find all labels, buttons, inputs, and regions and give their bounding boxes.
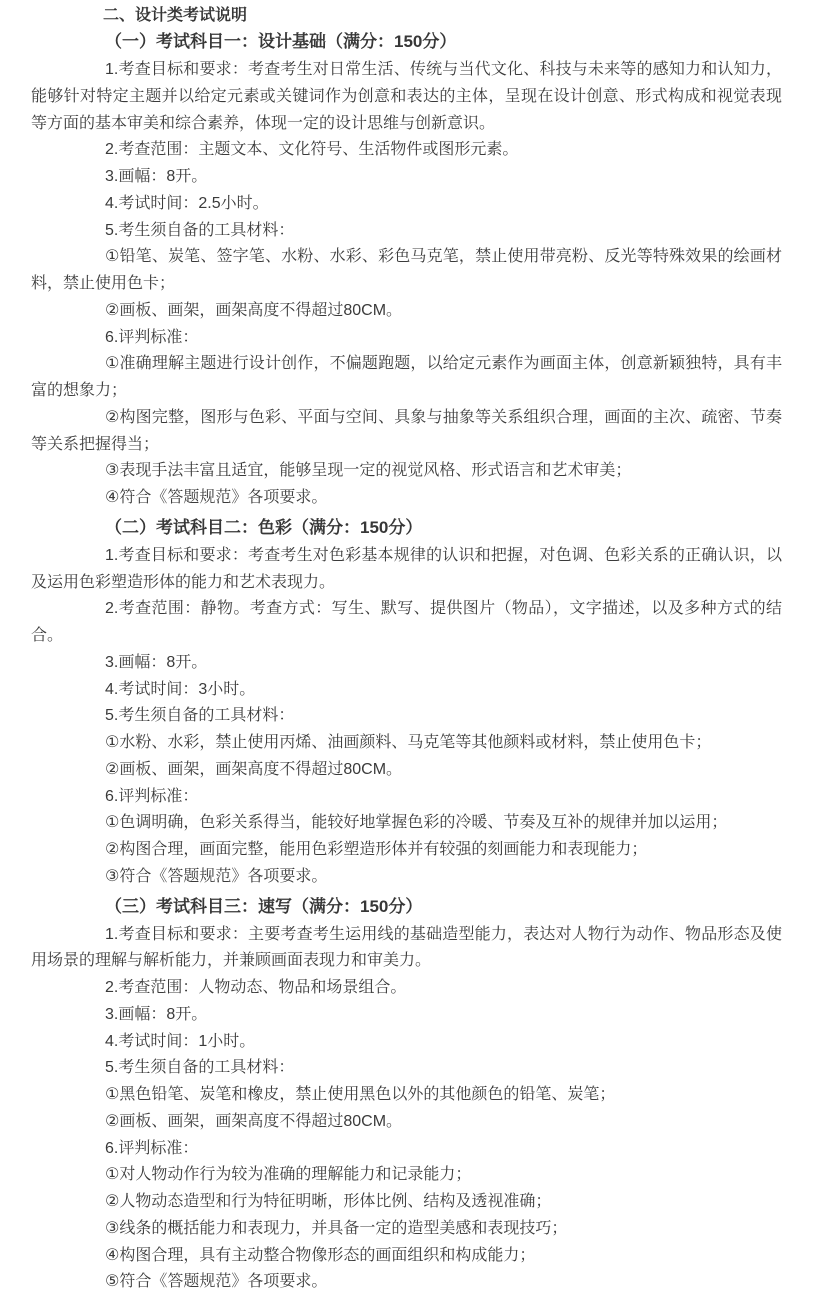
paragraph: ②构图合理，画面完整，能用色彩塑造形体并有较强的刻画能力和表现能力； — [105, 841, 648, 858]
paragraph: 4.考试时间：2.5小时。 — [105, 194, 269, 212]
paragraph: 5.考生须自备的工具材料： — [105, 221, 295, 239]
paragraph: ②画板、画架，画架高度不得超过80CM。 — [105, 760, 403, 778]
section-heading-color: （二）考试科目二：色彩（满分：150分） — [105, 517, 423, 537]
paragraph: 6.评判标准： — [105, 787, 199, 805]
paragraph: 4.考试时间：3小时。 — [105, 680, 256, 698]
paragraph: ①对人物动作行为较为准确的理解能力和记录能力； — [105, 1166, 472, 1184]
paragraph: ①水粉、水彩，禁止使用丙烯、油画颜料、马克笔等其他颜料或材料，禁止使用色卡； — [105, 734, 712, 751]
paragraph: ③表现手法丰富且适宜，能够呈现一定的视觉风格、形式语言和艺术审美； — [105, 462, 632, 480]
paragraph: 3.画幅：8开。 — [105, 168, 208, 185]
paragraph: 4.考试时间：1小时。 — [105, 1032, 256, 1050]
paragraph: 2.考查范围：主题文本、文化符号、生活物件或图形元素。 — [105, 141, 519, 159]
paragraph: 1.考查目标和要求：主要考查考生运用线的基础造型能力，表达对人物行为动作、物品形态及使用场景的理解与解析能力，并兼顾画面表现力和审美力。 — [31, 925, 782, 970]
paragraph: ③符合《答题规范》各项要求。 — [105, 867, 328, 885]
paragraph: ⑤符合《答题规范》各项要求。 — [105, 1273, 328, 1291]
document-title: 二、设计类考试说明 — [103, 7, 248, 24]
paragraph: 1.考查目标和要求：考查考生对日常生活、传统与当代文化、科技与未来等的感知力和认知力，能够针对特定主题并以给定元素或关键词作为创意和表达的主体，呈现在设计创意、形式构成和视觉表现等方面的基本审美和综合素养，体现一定的设计思维与创新意识。 — [31, 61, 782, 132]
paragraph: 6.评判标准： — [105, 1139, 199, 1157]
paragraph: 5.考生须自备的工具材料： — [105, 707, 295, 725]
paragraph: 2.考查范围：静物。考查方式：写生、默写、提供图片（物品），文字描述，以及多种方式的结合。 — [31, 600, 782, 644]
paragraph: ③线条的概括能力和表现力，并具备一定的造型美感和表现技巧； — [105, 1219, 568, 1237]
paragraph: ①色调明确，色彩关系得当，能较好地掌握色彩的冷暖、节奏及互补的规律并加以运用； — [105, 814, 728, 832]
paragraph: 3.画幅：8开。 — [105, 653, 208, 671]
paragraph: ②画板、画架，画架高度不得超过80CM。 — [105, 301, 403, 319]
paragraph: ①铅笔、炭笔、签字笔、水粉、水彩、彩色马克笔，禁止使用带亮粉、反光等特殊效果的绘画材料，禁止使用色卡； — [31, 248, 782, 292]
section-heading-sketch: （三）考试科目三：速写（满分：150分） — [105, 896, 423, 916]
paragraph: ①准确理解主题进行设计创作，不偏题跑题，以给定元素作为画面主体，创意新颖独特，具有丰富的想象力； — [31, 355, 782, 399]
paragraph: 3.画幅：8开。 — [105, 1005, 208, 1023]
paragraph: ④符合《答题规范》各项要求。 — [105, 489, 328, 506]
paragraph: ②构图完整，图形与色彩、平面与空间、具象与抽象等关系组织合理，画面的主次、疏密、节奏等关系把握得当； — [31, 408, 782, 453]
paragraph: 6.评判标准： — [105, 328, 199, 346]
paragraph: 2.考查范围：人物动态、物品和场景组合。 — [105, 979, 407, 996]
paragraph: ①黑色铅笔、炭笔和橡皮，禁止使用黑色以外的其他颜色的铅笔、炭笔； — [105, 1086, 616, 1103]
paragraph: 5.考生须自备的工具材料： — [105, 1059, 295, 1077]
paragraph: ②人物动态造型和行为特征明晰，形体比例、结构及透视准确； — [105, 1193, 552, 1210]
section-heading-design-basics: （一）考试科目一：设计基础（满分：150分） — [105, 32, 457, 51]
paragraph: ②画板、画架，画架高度不得超过80CM。 — [105, 1112, 403, 1130]
paragraph: ④构图合理，具有主动整合物像形态的画面组织和构成能力； — [105, 1246, 536, 1264]
paragraph: 1.考查目标和要求：考查考生对色彩基本规律的认识和把握，对色调、色彩关系的正确认识，以及运用色彩塑造形体的能力和艺术表现力。 — [31, 546, 782, 591]
